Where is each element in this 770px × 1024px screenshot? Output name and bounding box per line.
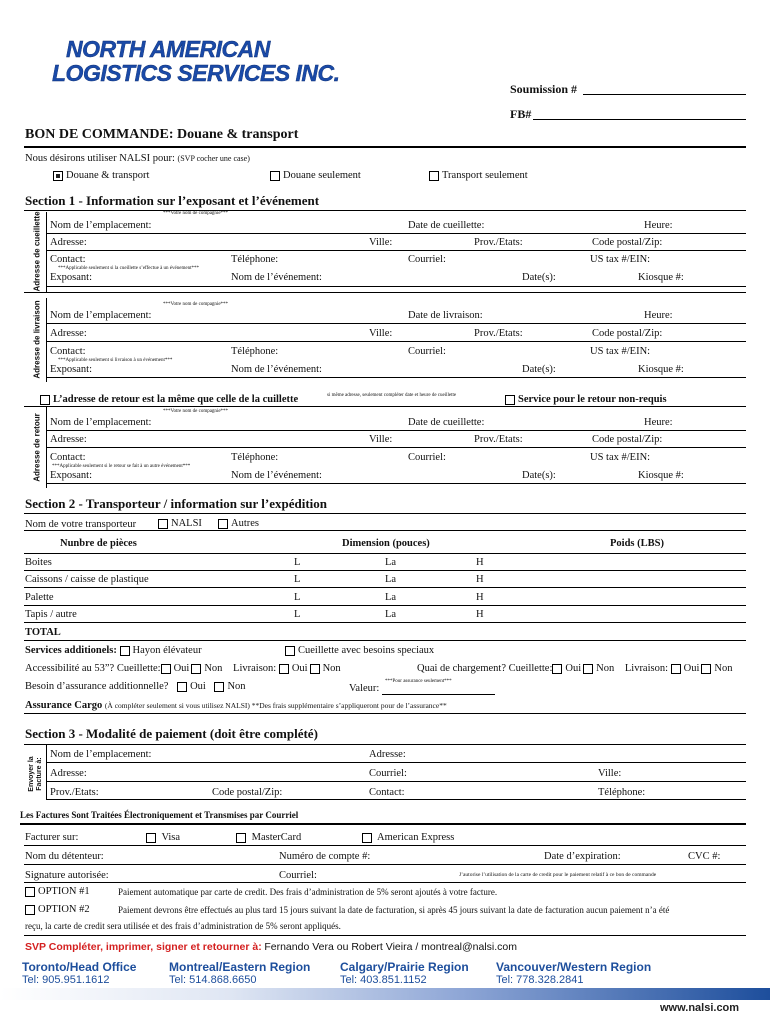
side-label-livraison: Adresse de livraison: [32, 300, 42, 379]
label-dates: Date(s):: [522, 272, 556, 283]
votre-nom-note: ***Votre nom de compagnie***: [163, 211, 229, 216]
field-line[interactable]: [46, 286, 746, 287]
label-adresse: Adresse:: [50, 768, 87, 779]
label-kiosque: Kiosque #:: [638, 470, 684, 481]
checkbox-icon[interactable]: [158, 519, 168, 529]
option-douane-seulement[interactable]: Douane seulement: [270, 170, 361, 181]
section1-title: Section 1 - Information sur l’exposant et l’événement: [25, 193, 320, 208]
carrier-autres-option[interactable]: Autres: [218, 518, 259, 529]
office-toronto: Toronto/Head Office: [22, 960, 137, 974]
retour-same-note: si même adresse, seulement compléter date et heure de cueillette: [327, 393, 457, 398]
col-pieces: Nunbre de pièces: [60, 538, 137, 549]
label-expiration: Date d’expiration:: [544, 851, 621, 862]
valeur-label: Valeur:: [349, 683, 380, 694]
divider: [24, 744, 746, 745]
dim-la: La: [385, 592, 397, 603]
fb-label: FB#: [510, 107, 532, 121]
label-prov: Prov./Etats:: [474, 328, 523, 339]
label-nom-evt: Nom de l’événement:: [231, 364, 322, 375]
row-label: Boites: [25, 557, 52, 568]
label-prov: Prov./Etats:: [50, 787, 99, 798]
label-kiosque: Kiosque #:: [638, 364, 684, 375]
checkbox-icon[interactable]: [270, 171, 280, 181]
carrier-label: Nom de votre transporteur: [25, 519, 137, 530]
label-ustax: US tax #/EIN:: [590, 254, 651, 265]
carrier-nalsi-option[interactable]: NALSI: [158, 518, 202, 529]
valeur-field[interactable]: [382, 694, 495, 695]
label-date: Date de cueillette:: [408, 417, 485, 428]
section2-title: Section 2 - Transporteur / information sur l’expédition: [25, 496, 328, 511]
checkbox-icon[interactable]: [25, 905, 35, 915]
field-line[interactable]: [46, 483, 746, 484]
field-line[interactable]: [24, 845, 746, 846]
field-line[interactable]: [24, 864, 746, 865]
office-montreal: Montreal/Eastern Region: [169, 960, 311, 974]
side-label-facture: Envoyer la Facture à:: [28, 756, 43, 792]
label-adresse: Adresse:: [50, 328, 87, 339]
divider: [24, 210, 746, 211]
field-line[interactable]: [46, 762, 746, 763]
row-label: Tapis / autre: [25, 609, 77, 620]
votre-nom-note: ***Votre nom de compagnie***: [163, 302, 229, 307]
retour-non-requis-option[interactable]: Service pour le retour non-requis: [505, 394, 667, 405]
checkbox-icon[interactable]: [25, 887, 35, 897]
label-nom: Nom de l’emplacement:: [50, 310, 152, 321]
table-row[interactable]: [24, 622, 746, 623]
checkbox-icon[interactable]: [214, 682, 224, 692]
row-label: Caissons / caisse de plastique: [25, 574, 149, 585]
checkbox-icon[interactable]: [218, 519, 228, 529]
dim-h: H: [476, 557, 484, 568]
checkbox-icon[interactable]: [505, 395, 515, 405]
votre-nom-note: ***Votre nom de compagnie***: [163, 409, 229, 414]
label-heure: Heure:: [644, 417, 673, 428]
label-adresse: Adresse:: [50, 434, 87, 445]
label-contact: Contact:: [50, 254, 86, 265]
label-heure: Heure:: [644, 220, 673, 231]
dim-la: La: [385, 557, 397, 568]
services-row: Services additionels: Hayon élévateur: [25, 645, 202, 656]
checkbox-icon[interactable]: [236, 833, 246, 843]
option2-text: Paiement devrons être effectués au plus tard 15 jours suivant la date de facturation, si après 45 jours suivant la date de facturation aucun paiement n’a été: [118, 905, 670, 915]
label-nom: Nom de l’emplacement:: [50, 220, 152, 231]
row-label: Palette: [25, 592, 54, 603]
field-line[interactable]: [46, 430, 746, 431]
label-cp: Code postal/Zip:: [212, 787, 283, 798]
divider: [20, 823, 746, 825]
label-kiosque: Kiosque #:: [638, 272, 684, 283]
divider: [24, 935, 746, 936]
divider: [24, 640, 746, 641]
factures-note: Les Factures Sont Traitées Électroniquement et Transmises par Courriel: [20, 810, 299, 820]
label-tel: Téléphone:: [231, 254, 279, 265]
label-cvc: CVC #:: [688, 851, 721, 862]
note-livraison: ***Applicable seulement si livraison à un événement***: [58, 358, 173, 363]
footer-instructions: SVP Compléter, imprimer, signer et retourner à: Fernando Vera ou Robert Vieira / montreal@nalsi.com: [25, 941, 518, 953]
label-ustax: US tax #/EIN:: [590, 346, 651, 357]
dim-l: L: [294, 557, 301, 568]
label-adresse: Adresse:: [369, 749, 406, 760]
label-heure: Heure:: [644, 310, 673, 321]
label-dates: Date(s):: [522, 364, 556, 375]
label-numero: Numéro de compte #:: [279, 851, 371, 862]
divider: [24, 513, 746, 514]
option2-cont: reçu, la carte de credit sera utilisée et des frais d’administration de 5% seront appliqués.: [25, 921, 341, 931]
website-link[interactable]: www.nalsi.com: [660, 1002, 740, 1014]
field-line[interactable]: [46, 323, 746, 324]
label-courriel: Courriel:: [279, 870, 317, 881]
tel-vancouver[interactable]: Tel: 778.328.2841: [496, 974, 584, 986]
office-vancouver: Vancouver/Western Region: [496, 960, 652, 974]
field-line[interactable]: [46, 377, 746, 378]
logo-line1: NORTH AMERICAN: [66, 36, 270, 62]
subtitle: Nous désirons utiliser NALSI pour: (SVP cocher une case): [25, 153, 250, 164]
label-nom-evt: Nom de l’événement:: [231, 272, 322, 283]
office-calgary: Calgary/Prairie Region: [340, 960, 469, 974]
divider: [24, 292, 746, 293]
label-ville: Ville:: [369, 237, 393, 248]
block-border: [46, 298, 47, 382]
checkbox-icon[interactable]: [177, 682, 187, 692]
checkbox-icon[interactable]: [146, 833, 156, 843]
tel-toronto[interactable]: Tel: 905.951.1612: [22, 974, 110, 986]
option1-text: Paiement automatique par carte de credit. Des frais d’administration de 5% seront ajoutés à votre facture.: [118, 887, 498, 897]
checkbox-checked-icon[interactable]: [53, 171, 63, 181]
checkbox-icon[interactable]: [583, 664, 593, 674]
checkbox-icon[interactable]: [671, 664, 681, 674]
label-cp: Code postal/Zip:: [592, 434, 663, 445]
label-courriel: Courriel:: [369, 768, 407, 779]
label-contact: Contact:: [50, 452, 86, 463]
field-line[interactable]: [24, 882, 746, 883]
label-exposant: Exposant:: [50, 272, 92, 283]
note-cueillette: ***Applicable seulement si la cueillette s’effectue à un événement***: [58, 266, 199, 271]
block-border: [46, 744, 47, 800]
checkbox-icon[interactable]: [40, 395, 50, 405]
visa-option[interactable]: Visa: [146, 832, 180, 843]
label-date: Date de livraison:: [408, 310, 483, 321]
label-prov: Prov./Etats:: [474, 434, 523, 445]
checkbox-icon[interactable]: [310, 664, 320, 674]
label-ville: Ville:: [598, 768, 622, 779]
label-exposant: Exposant:: [50, 470, 92, 481]
label-tel: Téléphone:: [231, 346, 279, 357]
field-line[interactable]: [46, 781, 746, 782]
table-row[interactable]: [24, 605, 746, 606]
field-line[interactable]: [46, 341, 746, 342]
note-retour: ***Applicable seulement si le retour se fait à un autre événement***: [52, 464, 191, 469]
label-signature: Signature autorisée:: [25, 870, 109, 881]
block-border: [46, 212, 47, 292]
dim-la: La: [385, 574, 397, 585]
checkbox-icon[interactable]: [191, 664, 201, 674]
field-line[interactable]: [46, 250, 746, 251]
label-nom: Nom de l’emplacement:: [50, 749, 152, 760]
field-line[interactable]: [46, 799, 746, 800]
label-ville: Ville:: [369, 434, 393, 445]
label-nom: Nom de l’emplacement:: [50, 417, 152, 428]
label-ville: Ville:: [369, 328, 393, 339]
dim-h: H: [476, 592, 484, 603]
access-row: Accessibilité au 53”? Cueillette: Oui Non Livraison: Oui Non: [25, 663, 341, 674]
logo-line2: LOGISTICS SERVICES INC.: [52, 60, 340, 86]
cueillette-speciaux-option[interactable]: Cueillette avec besoins speciaux: [285, 645, 434, 656]
autorise-note: J’autorise l’utilisation de la carte de credit pour le paiement relatif à ce bon de commande: [459, 872, 657, 878]
checkbox-icon[interactable]: [429, 171, 439, 181]
label-courriel: Courriel:: [408, 254, 446, 265]
label-tel: Téléphone:: [598, 787, 646, 798]
dim-h: H: [476, 609, 484, 620]
mastercard-option[interactable]: MasterCard: [236, 832, 301, 843]
cargo-row: Assurance Cargo (À compléter seulement si vous utilisez NALSI) **Des frais supplémentaire s’appliqueront pour de l’assurance**: [25, 700, 447, 711]
checkbox-icon[interactable]: [701, 664, 711, 674]
label-prov: Prov./Etats:: [474, 237, 523, 248]
checkbox-icon[interactable]: [552, 664, 562, 674]
checkbox-icon[interactable]: [285, 646, 295, 656]
divider: [24, 553, 746, 554]
checkbox-icon[interactable]: [279, 664, 289, 674]
option2[interactable]: OPTION #2: [25, 904, 90, 915]
total-label: TOTAL: [25, 627, 61, 638]
dim-h: H: [476, 574, 484, 585]
option1[interactable]: OPTION #1: [25, 886, 90, 897]
label-courriel: Courriel:: [408, 346, 446, 357]
label-nom-evt: Nom de l’événement:: [231, 470, 322, 481]
divider: [24, 146, 746, 148]
label-adresse: Adresse:: [50, 237, 87, 248]
assurance-row: Besoin d’assurance additionnelle? Oui Non: [25, 681, 246, 692]
field-line[interactable]: [46, 447, 746, 448]
divider: [24, 406, 746, 407]
soumission-field[interactable]: [583, 94, 746, 95]
tel-montreal[interactable]: Tel: 514.868.6650: [169, 974, 257, 986]
label-detenteur: Nom du détenteur:: [25, 851, 104, 862]
side-label-cueillette: Adresse de cueillette: [32, 211, 42, 292]
fb-field[interactable]: [533, 119, 746, 120]
footer-gradient-bar: [0, 988, 770, 1000]
dim-l: L: [294, 609, 301, 620]
soumission-label: Soumission #: [510, 82, 578, 96]
col-dimension: Dimension (pouces): [342, 538, 430, 549]
valeur-note: ***Pour assurance seulement***: [385, 679, 452, 684]
checkbox-icon[interactable]: [120, 646, 130, 656]
label-cp: Code postal/Zip:: [592, 328, 663, 339]
retour-same-option[interactable]: L’adresse de retour est la même que celle de la cuillette: [40, 394, 298, 405]
option-douane-transport[interactable]: Douane & transport: [53, 170, 149, 181]
field-line[interactable]: [46, 233, 746, 234]
amex-option[interactable]: American Express: [362, 832, 454, 843]
facturer-label: Facturer sur:: [25, 832, 79, 843]
quai-row: Quai de chargement? Cueillette: Oui Non Livraison: Oui Non: [417, 663, 733, 674]
label-contact: Contact:: [369, 787, 405, 798]
dim-l: L: [294, 592, 301, 603]
dim-la: La: [385, 609, 397, 620]
label-dates: Date(s):: [522, 470, 556, 481]
dim-l: L: [294, 574, 301, 585]
option-transport-seulement[interactable]: Transport seulement: [429, 170, 528, 181]
label-ustax: US tax #/EIN:: [590, 452, 651, 463]
checkbox-icon[interactable]: [362, 833, 372, 843]
checkbox-icon[interactable]: [161, 664, 171, 674]
table-row[interactable]: [24, 587, 746, 588]
side-label-retour: Adresse de retour: [32, 413, 42, 482]
col-poids: Poids (LBS): [610, 538, 664, 549]
tel-calgary[interactable]: Tel: 403.851.1152: [340, 974, 427, 986]
label-cp: Code postal/Zip:: [592, 237, 663, 248]
label-tel: Téléphone:: [231, 452, 279, 463]
table-row[interactable]: [24, 570, 746, 571]
label-contact: Contact:: [50, 346, 86, 357]
label-date: Date de cueillette:: [408, 220, 485, 231]
divider: [24, 713, 746, 714]
page-title: BON DE COMMANDE: Douane & transport: [25, 127, 299, 142]
label-exposant: Exposant:: [50, 364, 92, 375]
section3-title: Section 3 - Modalité de paiement (doit être complété): [25, 726, 318, 741]
divider: [24, 530, 746, 531]
label-courriel: Courriel:: [408, 452, 446, 463]
